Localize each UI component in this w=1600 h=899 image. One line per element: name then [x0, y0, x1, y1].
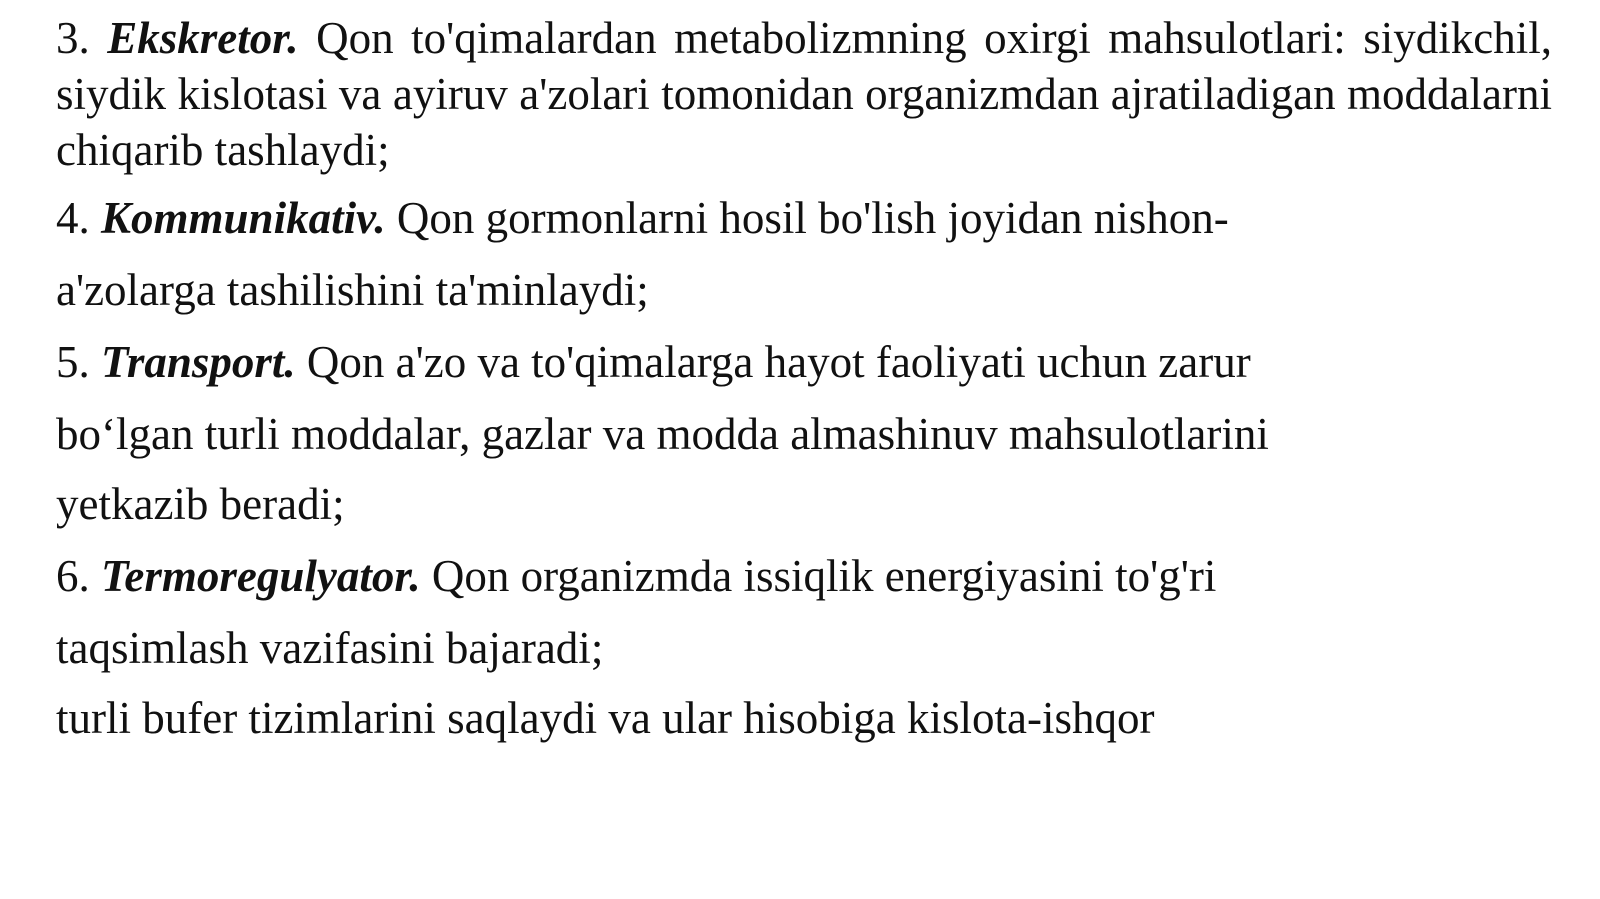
item-5-first-line	[56, 334, 1251, 390]
item-5-number: 5.	[56, 337, 90, 387]
item-3-number: 3.	[56, 13, 90, 63]
item-6-line-2: taqsimlash vazifasini bajaradi;	[56, 623, 604, 673]
item-5-keyword: Transport.	[101, 337, 296, 387]
item-5-line-3: yetkazib beradi;	[56, 479, 345, 529]
item-6-line-3: turli bufer tizimlarini saqlaydi va ular hisobiga kislota-ishqor	[56, 693, 1155, 743]
item-5-line-2: bo‘lgan turli moddalar, gazlar va modda almashinuv mahsulotlarini	[56, 409, 1269, 459]
item-6-keyword: Termoregulyator.	[101, 551, 421, 601]
item-5-text: Qon a'zo va to'qimalarga hayot faoliyati uchun zarur	[306, 337, 1251, 387]
item-4-text: Qon gormonlarni hosil bo'lish joyidan nishon-	[396, 193, 1229, 243]
item-4-first-line	[56, 190, 1229, 246]
item-3-keyword: Ekskretor.	[107, 13, 299, 63]
item-4-line-2: a'zolarga tashilishini ta'minlaydi;	[56, 265, 649, 315]
item-3-text: Qon to'qimalardan metabolizmning oxirgi mahsulotlari: siydikchil, siydik kislotasi va ayiruv a'zolari tomonidan organizmdan ajratiladigan moddalarni chiqarib tashlaydi;	[56, 13, 1552, 175]
item-3-paragraph	[56, 10, 1552, 178]
item-6-text: Qon organizmda issiqlik energiyasini to'g'ri	[431, 551, 1217, 601]
item-4-number: 4.	[56, 193, 90, 243]
item-6-number: 6.	[56, 551, 90, 601]
item-6-first-line	[56, 548, 1216, 604]
item-4-keyword: Kommunikativ.	[101, 193, 386, 243]
